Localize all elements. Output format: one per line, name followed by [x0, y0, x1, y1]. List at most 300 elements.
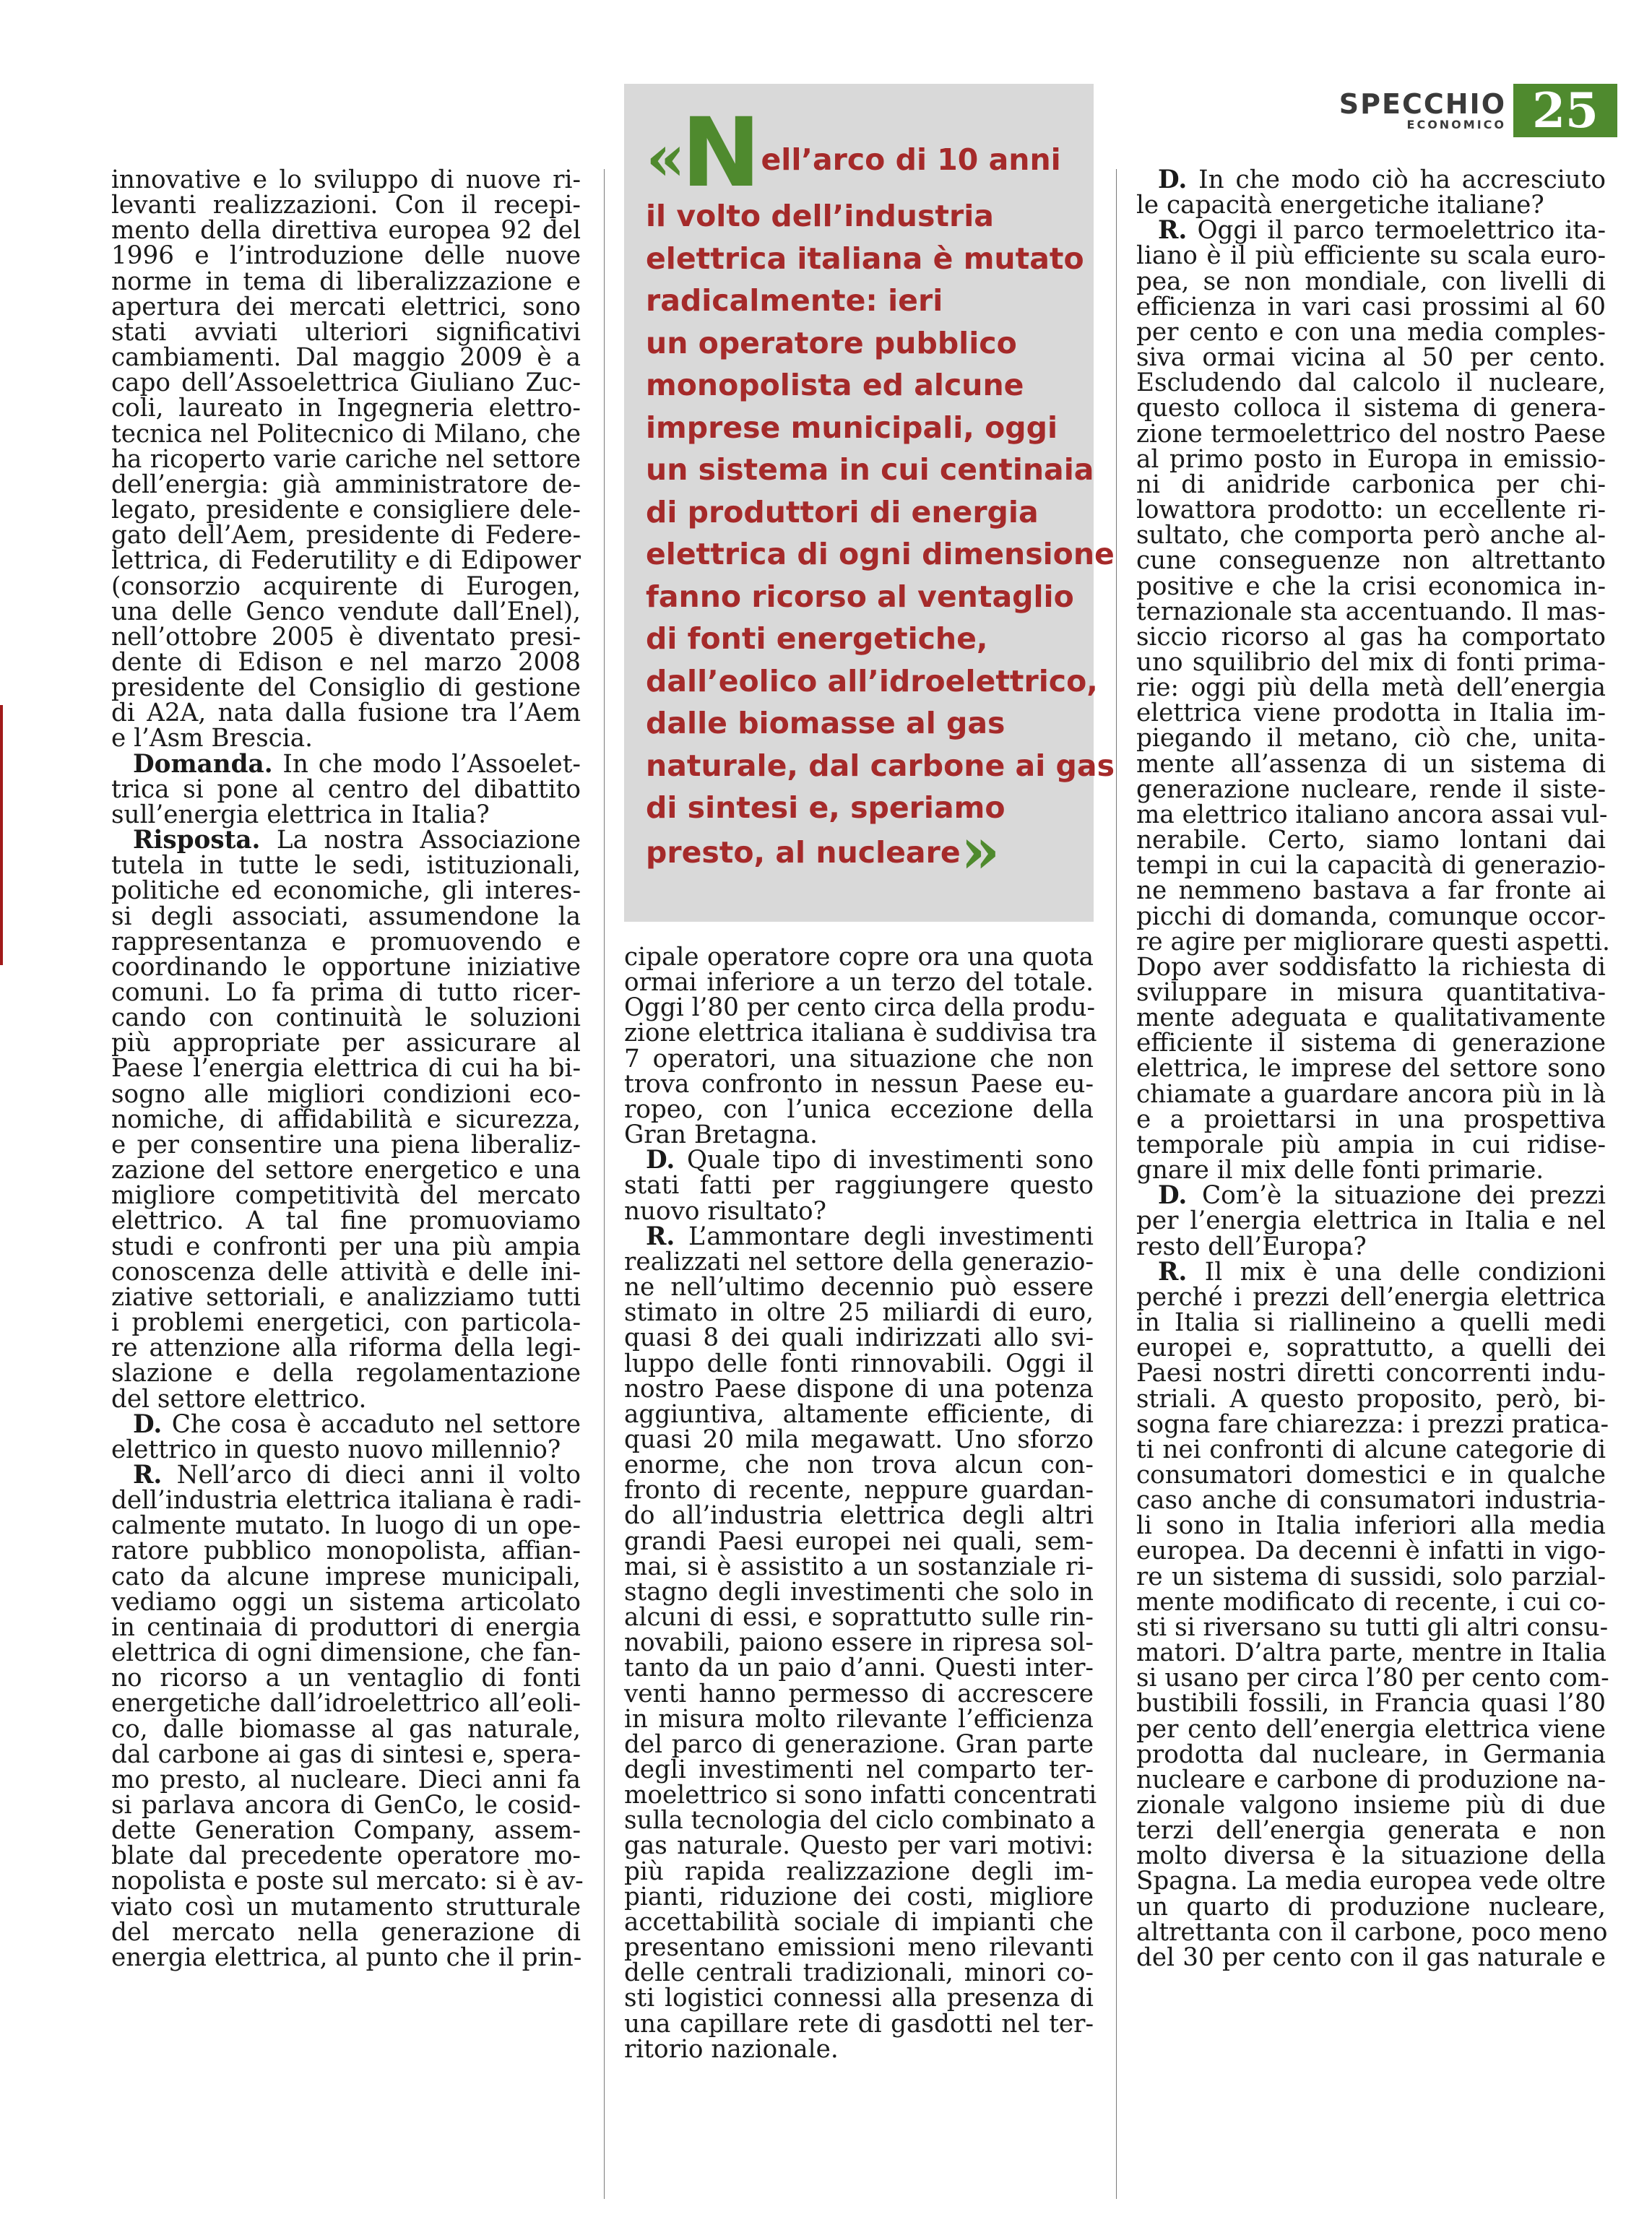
article-column-right	[1136, 165, 1610, 1972]
text-line-content: terzi dell’energia generata e non	[1136, 1816, 1606, 1846]
text-line-content: mente adeguata e qualitativamente	[1136, 1003, 1606, 1033]
pull-quote-line-text: elettrica italiana è mutato	[646, 241, 1084, 276]
text-line-content: stati avviati ulteriori significativi	[111, 317, 581, 347]
text-line-content: liano è il più efficiente su scala euro-	[1136, 241, 1606, 271]
text-line-content: efficienza in vari casi prossimi al 60	[1136, 292, 1606, 321]
text-line	[111, 851, 581, 881]
text-line-content: mente all’assenza di un sistema di	[1136, 749, 1606, 779]
text-line-content: sogna fare chiarezza: i prezzi pratica-	[1136, 1409, 1609, 1439]
text-line-content: europea. Da decenni è infatti in vigo-	[1136, 1537, 1606, 1566]
text-line-content: calmente mutato. In luogo di un ope-	[111, 1511, 581, 1541]
pull-quote-line-text: fanno ricorso al ventaglio	[646, 579, 1074, 614]
text-line	[1136, 927, 1610, 956]
text-line-content: stimato in oltre 25 miliardi di euro,	[624, 1298, 1094, 1328]
text-line-content: capo dell’Assoelettrica Giuliano Zuc-	[111, 368, 581, 398]
text-line	[111, 1310, 581, 1336]
text-line	[1136, 396, 1606, 421]
text-line	[624, 1171, 1094, 1201]
text-line-content: degli investimenti nel comparto ter-	[624, 1755, 1094, 1784]
text-line	[1136, 1612, 1609, 1642]
text-line	[624, 1019, 1097, 1048]
text-line	[624, 995, 1094, 1021]
text-line	[1136, 1130, 1606, 1159]
text-line	[111, 1409, 581, 1439]
text-line-content: cato da alcune imprese municipali,	[111, 1562, 581, 1591]
interview-speaker-label: R.	[1158, 1257, 1188, 1287]
text-line	[111, 498, 581, 523]
text-line	[111, 216, 581, 246]
text-line-content: ne nell’ultimo decennio può essere	[624, 1273, 1094, 1302]
text-line-content: dell’industria elettrica italiana è radi-	[111, 1486, 581, 1516]
text-line	[1136, 1361, 1606, 1386]
text-line-content: ratore pubblico monopolista, affian-	[111, 1537, 581, 1566]
text-line-content: levanti realizzazioni. Con il recepi-	[111, 191, 581, 220]
text-line-content: un quarto di produzione nucleare,	[1136, 1892, 1606, 1922]
pull-quote-line-text: elettrica di ogni dimensione	[646, 537, 1115, 571]
text-line	[111, 647, 581, 677]
text-line-content: presentano emissioni meno rilevanti	[624, 1933, 1094, 1963]
pull-quote-line	[646, 491, 1094, 534]
text-line	[1136, 1384, 1606, 1414]
text-line	[111, 1206, 581, 1236]
text-line-content: del mercato nella generazione di	[111, 1917, 581, 1947]
text-line-content: ziative settoriali, e analizziamo tutti	[111, 1282, 581, 1312]
text-line	[624, 1349, 1094, 1378]
pull-quote-line	[646, 195, 1094, 238]
text-line	[111, 1257, 581, 1287]
text-line-content: politiche ed economiche, gli interes-	[111, 876, 581, 906]
text-line-content: siva ormai vicina al 50 per cento.	[1136, 343, 1606, 373]
text-line	[1136, 1310, 1606, 1336]
text-line	[111, 1765, 581, 1794]
text-line-content: rie: oggi più della metà dell’energia	[1136, 673, 1606, 703]
text-line	[624, 1275, 1094, 1300]
text-line-content: Spagna. La media europea vede oltre	[1136, 1867, 1606, 1896]
text-line-content: più rapida realizzazione degli im-	[624, 1857, 1094, 1886]
text-line-content: una delle Genco vendute dall’Enel),	[111, 597, 581, 626]
text-line-content: alcuni di essi, e soprattutto sulle rin-	[624, 1603, 1094, 1633]
text-line-content: striali. A questo proposito, però, bi-	[1136, 1384, 1606, 1414]
text-line	[624, 1300, 1094, 1326]
text-line	[624, 1781, 1097, 1810]
interview-speaker-label: R.	[646, 1222, 675, 1251]
pull-quote-line	[646, 745, 1115, 787]
text-line	[111, 927, 581, 956]
text-line	[111, 571, 581, 601]
text-line	[624, 945, 1094, 970]
text-line-content: 1996 e l’introduzione delle nuove	[111, 241, 581, 271]
text-line-content: uno squilibrio del mix di fonti prima-	[1136, 647, 1606, 677]
text-line	[1136, 980, 1606, 1006]
text-line-content: in Italia si riallineino a quelli medi	[1136, 1308, 1606, 1338]
text-line	[111, 243, 581, 269]
text-line-content: nopolista e poste sul mercato: si è av-	[111, 1867, 584, 1896]
text-line-content: energia elettrica, al punto che il prin-	[111, 1942, 582, 1972]
text-line-content: picchi di domanda, comunque occor-	[1136, 902, 1606, 931]
text-line-content: gnare il mix delle fonti primarie.	[1136, 1156, 1544, 1185]
text-line-content: si usano per circa l’80 per cento com-	[1136, 1664, 1609, 1693]
text-line	[111, 1587, 581, 1617]
text-line-content: una capillare rete di gasdotti nel ter-	[624, 2009, 1094, 2039]
pull-quote-line-text: un operatore pubblico	[646, 325, 1017, 360]
text-line-content: temporale più ampia in cui ridise-	[1136, 1130, 1606, 1159]
text-line-content: aggiuntiva, altamente efficiente, di	[624, 1399, 1094, 1429]
text-line	[1136, 597, 1606, 626]
text-line-content: siccio ricorso al gas ha comportato	[1136, 622, 1606, 652]
text-line-content: sti logistici connessi alla presenza di	[624, 1984, 1094, 2013]
text-line	[624, 1859, 1094, 1885]
text-line	[1136, 1892, 1606, 1922]
text-line	[111, 292, 581, 321]
text-line-content: molto diversa è la situazione della	[1136, 1841, 1606, 1871]
text-line	[111, 1031, 581, 1056]
text-line-content: quasi 8 dei quali indirizzati allo svi-	[624, 1323, 1094, 1353]
text-line-content: tecnica nel Politecnico di Milano, che	[111, 419, 581, 449]
open-quote-mark: «	[646, 120, 681, 195]
pull-quote-line	[646, 98, 1094, 209]
text-line-content: resto dell’Europa?	[1136, 1232, 1367, 1261]
text-line-content: venti hanno permesso di accrescere	[624, 1679, 1094, 1708]
text-line	[624, 1907, 1094, 1937]
text-line	[111, 1435, 581, 1464]
text-line-content: dell’energia: già amministratore de-	[111, 470, 581, 499]
text-line	[1136, 1409, 1609, 1439]
text-line	[111, 1003, 581, 1033]
text-line-content: europei e, soprattutto, a quelli dei	[1136, 1334, 1606, 1363]
text-line	[1136, 1003, 1606, 1033]
text-line-content: cipale operatore copre ora una quota	[624, 943, 1094, 972]
interview-speaker-label: D.	[646, 1146, 675, 1175]
text-line	[1136, 1282, 1606, 1312]
pull-quote-line-text: di produttori di energia	[646, 494, 1039, 530]
text-line	[624, 1630, 1094, 1656]
pull-quote-line	[646, 787, 1094, 829]
text-line-content: nuovo risultato?	[624, 1196, 826, 1226]
text-line	[1136, 1031, 1606, 1056]
text-line-content: mai, si è assistito a un sostanziale ri-	[624, 1552, 1094, 1581]
text-line	[1136, 548, 1606, 574]
text-line-content: ni di anidride carbonica per chi-	[1136, 470, 1606, 499]
text-line	[1136, 1765, 1606, 1794]
text-line	[1136, 243, 1606, 269]
text-line-content: e per consentire una piena liberaliz-	[111, 1130, 581, 1159]
text-line	[1136, 749, 1606, 779]
text-line	[111, 749, 581, 779]
text-line	[111, 1384, 581, 1414]
text-line-content: si degli associati, assumendone la	[111, 902, 581, 931]
text-line-content: gato dell’Aem, presidente di Federe-	[111, 521, 581, 550]
text-line-content: mento della direttiva europea 92 del	[111, 216, 581, 246]
text-line-content: stagno degli investimenti che solo in	[624, 1577, 1094, 1607]
text-line-content: nerabile. Certo, siamo lontani dai	[1136, 826, 1606, 855]
text-line-content: in centinaia di produttori di energia	[111, 1612, 581, 1642]
text-line	[624, 1577, 1094, 1607]
text-line-content: del settore elettrico.	[111, 1384, 367, 1414]
text-line	[1136, 1714, 1606, 1744]
text-line-content: dette Generation Company, assem-	[111, 1816, 581, 1846]
text-line	[624, 1453, 1094, 1478]
text-line-content: positive e che la crisi economica in-	[1136, 571, 1606, 601]
magazine-logo	[1339, 90, 1506, 131]
text-line	[111, 1892, 581, 1922]
text-line	[111, 1054, 581, 1084]
text-line-content: più appropriate per assicurare al	[111, 1029, 581, 1058]
text-line-content: ternazionale sta accentuando. Il mas-	[1136, 597, 1606, 626]
text-line-content: do all’industria elettrica degli altri	[624, 1501, 1094, 1531]
article-column-left	[111, 165, 584, 1972]
text-line-content: tutela in tutte le sedi, istituzionali,	[111, 851, 581, 881]
article-column-middle	[624, 943, 1097, 2064]
text-line-content: quasi 20 mila megawatt. Uno sforzo	[624, 1425, 1094, 1454]
text-line	[1136, 269, 1606, 295]
text-line	[111, 1460, 581, 1490]
text-line-content: chiamate a guardare ancora più in là	[1136, 1079, 1606, 1109]
text-line	[111, 1612, 581, 1642]
text-line	[111, 800, 581, 829]
text-line-content: Nell’arco di dieci anni il volto	[162, 1460, 581, 1490]
text-line-content: novabili, paiono essere in ripresa sol-	[624, 1628, 1094, 1658]
text-line-content: e l’Asm Brescia.	[111, 724, 313, 753]
text-line-content: norme in tema di liberalizzazione e	[111, 267, 581, 296]
text-line-content: Com’è la situazione dei prezzi	[1187, 1181, 1606, 1211]
text-line-content: stati fatti per raggiungere questo	[624, 1171, 1094, 1201]
text-line	[1136, 1054, 1606, 1084]
text-line	[111, 980, 581, 1006]
text-line	[624, 1399, 1094, 1429]
text-line-content: questo colloca il sistema di genera-	[1136, 394, 1606, 423]
text-line	[111, 1158, 581, 1183]
text-line	[1136, 472, 1606, 498]
text-line-content: sull’energia elettrica in Italia?	[111, 800, 490, 829]
text-line	[1136, 1158, 1606, 1183]
pull-quote-line	[646, 407, 1094, 449]
drop-cap: N	[681, 98, 761, 209]
text-line	[1136, 317, 1606, 347]
text-line	[111, 1513, 581, 1539]
text-line-content: gas naturale. Questo per vari motivi:	[624, 1831, 1094, 1861]
text-line	[1136, 1942, 1606, 1972]
text-line-content: grandi Paesi europei nei quali, sem-	[624, 1526, 1094, 1556]
text-line	[111, 1742, 581, 1768]
text-line-content: trica si pone al centro del dibattito	[111, 774, 581, 804]
text-line	[1136, 1232, 1606, 1261]
text-line	[1136, 952, 1606, 982]
text-line	[624, 1094, 1094, 1124]
text-line	[111, 1336, 581, 1361]
text-line-content: tempi in cui la capacità di generazio-	[1136, 851, 1606, 881]
text-line	[111, 1818, 581, 1844]
text-line	[1136, 1539, 1606, 1564]
text-line-content: luppo delle fonti rinnovabili. Oggi il	[624, 1349, 1094, 1378]
text-line	[111, 444, 581, 474]
text-line	[111, 878, 581, 904]
text-line	[624, 1882, 1094, 1911]
text-line-content: In che modo ciò ha accresciuto	[1187, 165, 1606, 194]
text-line	[1136, 345, 1606, 371]
column-divider	[1116, 169, 1117, 2199]
text-line	[1136, 1869, 1606, 1894]
text-line	[1136, 498, 1606, 523]
text-line-content: energetiche dall’idroelettrico all’eoli-	[111, 1689, 581, 1719]
text-line	[111, 1130, 581, 1159]
text-line-content: pea, se non mondiale, con livelli di	[1136, 267, 1606, 296]
pull-quote-line	[646, 280, 1094, 322]
interview-speaker-label: D.	[133, 1409, 163, 1439]
page-edge-marker	[0, 705, 3, 965]
text-line-content: cando con continuità le soluzioni	[111, 1003, 581, 1033]
text-line-content: fronto di recente, neppure guardan-	[624, 1476, 1094, 1505]
text-line-content: studi e confronti per una più ampia	[111, 1232, 581, 1261]
text-line-content: innovative e lo sviluppo di nuove ri-	[111, 165, 581, 194]
pull-quote-line-text: dalle biomasse al gas	[646, 706, 1006, 740]
text-line-content: delle centrali tradizionali, minori co-	[624, 1958, 1094, 1988]
text-line	[624, 2034, 1094, 2064]
text-line	[111, 1714, 581, 1744]
text-line-content: L’ammontare degli investimenti	[675, 1222, 1094, 1251]
text-line-content: viato così un mutamento strutturale	[111, 1892, 581, 1922]
text-line	[111, 523, 581, 548]
interview-speaker-label: R.	[1158, 216, 1188, 246]
text-line-content: re attenzione alla riforma della legi-	[111, 1334, 581, 1363]
text-line-content: prodotta dal nucleare, in Germania	[1136, 1740, 1606, 1769]
text-line-content: In che modo l’Assoelet-	[272, 749, 581, 779]
text-line	[1136, 1664, 1609, 1693]
text-line	[111, 419, 581, 449]
text-line-content: elettrica viene prodotta in Italia im-	[1136, 699, 1606, 728]
text-line	[111, 269, 581, 295]
pull-quote-line-text: imprese municipali, oggi	[646, 410, 1058, 445]
text-line	[1136, 1917, 1608, 1947]
pull-quote-line	[646, 618, 1094, 660]
text-line-content: ti nei confronti di alcune categorie di	[1136, 1435, 1606, 1464]
text-line	[1136, 216, 1606, 246]
text-line	[111, 1486, 581, 1516]
text-line	[624, 1224, 1094, 1250]
interview-speaker-label: D.	[1158, 1181, 1188, 1211]
text-line-content: blate dal precedente operatore mo-	[111, 1841, 581, 1871]
text-line	[1136, 292, 1606, 321]
text-line	[624, 1503, 1094, 1529]
text-line	[1136, 193, 1606, 218]
text-line	[1136, 444, 1606, 474]
text-line	[624, 1729, 1094, 1759]
text-line	[624, 1196, 1094, 1226]
interview-speaker-label: Risposta.	[133, 826, 261, 855]
text-line-content: realizzati nel settore della generazio-	[624, 1247, 1094, 1276]
text-line	[624, 1603, 1094, 1633]
text-line-content: ormai inferiore a un terzo del totale.	[624, 968, 1094, 998]
text-line	[624, 1427, 1094, 1453]
text-line-content: altrettanta con il carbone, poco meno	[1136, 1917, 1608, 1947]
text-line-content: elettrica, le imprese del settore sono	[1136, 1054, 1606, 1084]
pull-quote-line	[646, 238, 1094, 280]
pull-quote-line	[646, 812, 1094, 888]
text-line-content: sulla tecnologia del ciclo combinato a	[624, 1806, 1096, 1836]
text-line-content: sogno alle migliori condizioni eco-	[111, 1079, 581, 1109]
text-line-content: li sono in Italia inferiori alla media	[1136, 1511, 1606, 1541]
text-line	[1136, 1818, 1606, 1844]
text-line-content: sviluppare in misura quantitativa-	[1136, 978, 1606, 1007]
text-line	[111, 701, 581, 726]
pull-quote	[624, 84, 1115, 922]
pull-quote-line	[646, 702, 1094, 745]
text-line-content: ha ricoperto varie cariche nel settore	[111, 444, 581, 474]
text-line-content: lettrica, di Federutility e di Edipower	[111, 546, 581, 576]
pull-quote-line-text: monopolista ed alcune	[646, 368, 1024, 402]
text-line-content: per cento dell’energia elettrica viene	[1136, 1714, 1606, 1744]
text-line-content: apertura dei mercati elettrici, sono	[111, 292, 581, 321]
text-line-content: si parlava ancora di GenCo, le cosid-	[111, 1791, 581, 1820]
text-line	[624, 1935, 1094, 1961]
text-line-content: Gran Bretagna.	[624, 1120, 818, 1150]
pull-quote-line-text: un sistema in cui centinaia	[646, 452, 1094, 487]
text-line-content: co, dalle biomasse al gas naturale,	[111, 1714, 581, 1744]
text-line	[111, 1562, 581, 1591]
text-line	[111, 1917, 581, 1947]
text-line	[1136, 571, 1606, 601]
text-line	[111, 675, 581, 701]
text-line-content: perché i prezzi dell’energia elettrica	[1136, 1282, 1606, 1312]
text-line-content: efficiente il sistema di generazione	[1136, 1029, 1606, 1058]
text-line-content: tanto da un paio d’anni. Questi inter-	[624, 1654, 1094, 1683]
text-line-content: pianti, riduzione dei costi, migliore	[624, 1882, 1094, 1911]
masthead	[1339, 84, 1617, 137]
text-line	[1136, 165, 1606, 194]
text-line	[624, 1148, 1094, 1173]
text-line-content: rappresentanza e promuovendo e	[111, 927, 581, 956]
text-line	[111, 952, 581, 982]
text-line	[624, 1478, 1094, 1503]
pull-quote-line-text: presto, al nucleare	[646, 834, 961, 870]
text-line	[624, 968, 1094, 998]
text-line-content: ropeo, con l’unica eccezione della	[624, 1094, 1094, 1124]
pull-quote-line-text: ell’arco di 10 anni	[761, 142, 1061, 177]
pull-quote-line	[646, 533, 1115, 576]
text-line-content: Quale tipo di investimenti sono	[675, 1146, 1094, 1175]
text-line-content: dal carbone ai gas di sintesi e, spera-	[111, 1740, 581, 1769]
text-line	[1136, 701, 1606, 726]
text-line-content: accettabilità sociale di impianti che	[624, 1907, 1094, 1937]
text-line-content: re un sistema di sussidi, solo parzial-	[1136, 1562, 1606, 1591]
text-line-content: ritorio nazionale.	[624, 2034, 839, 2064]
text-line	[624, 1374, 1094, 1404]
text-line	[1136, 726, 1606, 751]
text-line	[111, 1666, 581, 1691]
text-line	[1136, 647, 1606, 677]
text-line	[111, 828, 581, 853]
text-line	[624, 1069, 1094, 1099]
text-line-content: cune conseguenze non altrettanto	[1136, 546, 1606, 576]
text-line	[1136, 851, 1606, 881]
text-line	[1136, 1841, 1606, 1871]
column-divider	[604, 169, 605, 2199]
text-line	[111, 1079, 581, 1109]
text-line	[1136, 1742, 1606, 1768]
text-line	[1136, 1435, 1606, 1464]
text-line	[1136, 800, 1608, 829]
close-quote-mark: »	[960, 812, 996, 888]
text-line	[111, 622, 581, 652]
text-line	[111, 1841, 581, 1871]
text-line-content: generazione nucleare, rende il siste-	[1136, 774, 1606, 804]
text-line-content: del 30 per cento con il gas naturale e	[1136, 1942, 1606, 1972]
text-line-content: presidente del Consiglio di gestione	[111, 673, 581, 703]
text-line-content: nostro Paese dispone di una potenza	[624, 1374, 1094, 1404]
text-line	[1136, 1336, 1606, 1361]
text-line	[111, 193, 581, 218]
pull-quote-line-text: il volto dell’industria	[646, 199, 994, 233]
text-line	[1136, 1562, 1606, 1591]
